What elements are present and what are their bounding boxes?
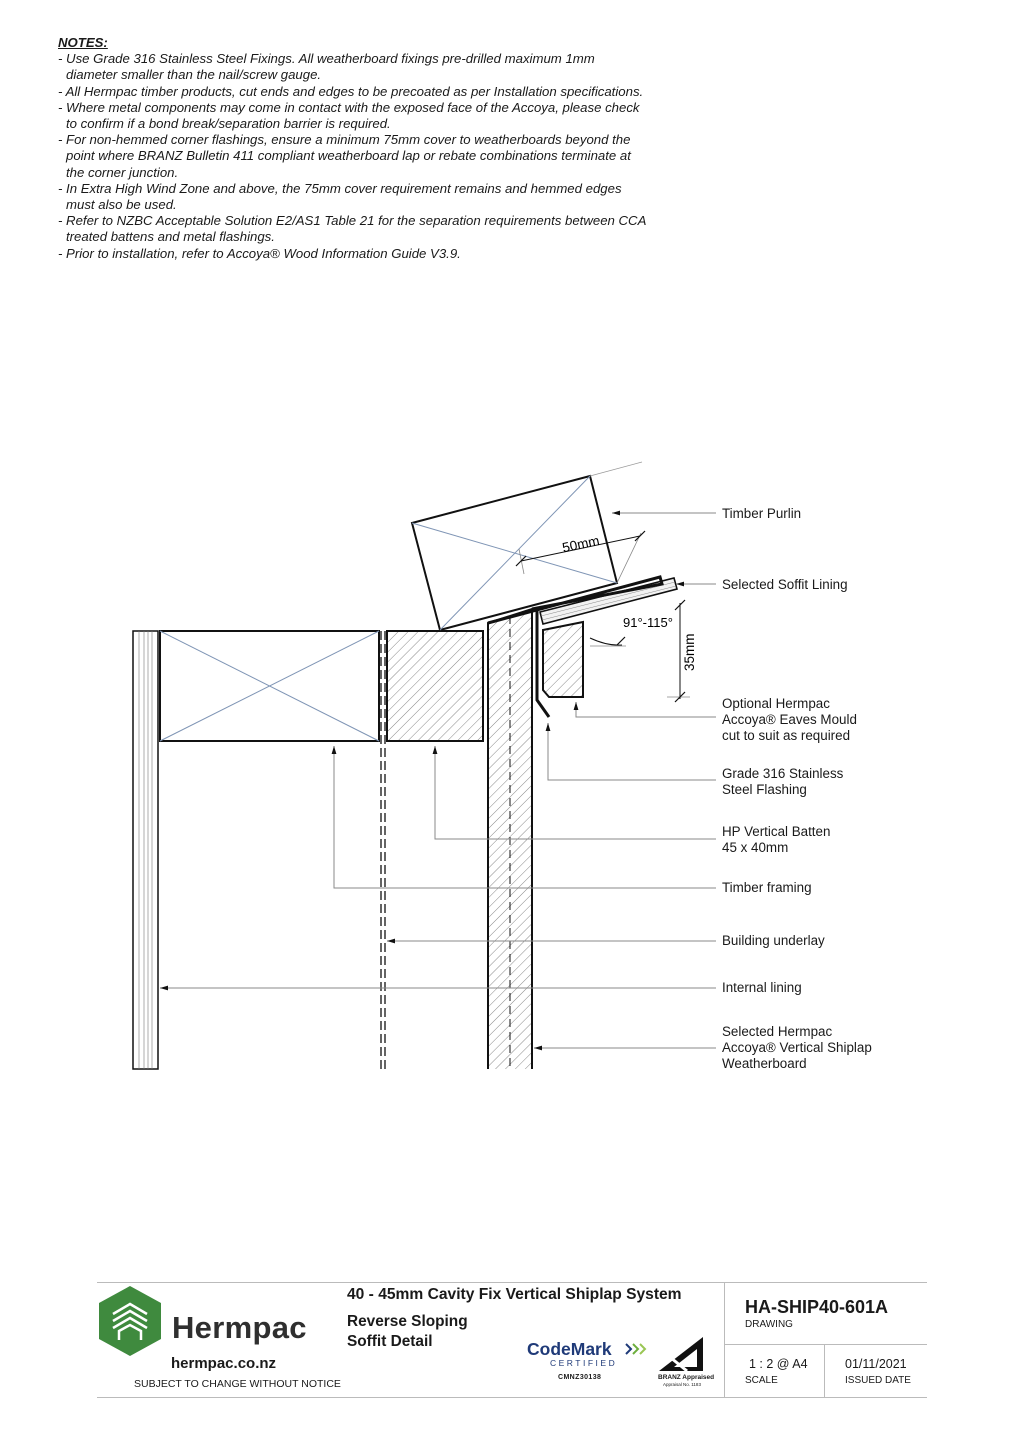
note-line: treated battens and metal flashings. (66, 229, 275, 245)
detail-title-line2: Soffit Detail (347, 1333, 433, 1350)
note-line: - Use Grade 316 Stainless Steel Fixings. All weatherboard fixings pre-drilled maximum 1mm (58, 51, 595, 67)
label-line: Optional Hermpac (722, 696, 830, 711)
label-batten (722, 824, 830, 856)
branz-appraised: BRANZ Appraised (658, 1374, 715, 1381)
branz-number: Appraisal No. 1183 (663, 1382, 701, 1387)
vertical-batten (387, 631, 483, 741)
divider (97, 1282, 927, 1283)
note-line: - All Hermpac timber products, cut ends and edges to be precoated as per Installation specifications. (58, 83, 644, 99)
label-underlay (722, 933, 825, 949)
label-line: Internal lining (722, 980, 802, 995)
note-line: to confirm if a bond break/separation barrier is required. (66, 116, 391, 132)
eaves-mould (543, 622, 583, 697)
label-line: Weatherboard (722, 1056, 807, 1071)
label-line: Building underlay (722, 933, 825, 948)
note-line: point where BRANZ Bulletin 411 compliant weatherboard lap or rebate combinations terminate at (66, 148, 631, 164)
label-line: cut to suit as required (722, 728, 851, 743)
label-eaves-mould (722, 696, 857, 744)
divider (724, 1282, 725, 1398)
divider (824, 1344, 825, 1398)
label-line: 45 x 40mm (722, 840, 789, 855)
label-line: Accoya® Eaves Mould (722, 712, 857, 727)
branz-logo-icon (659, 1335, 711, 1373)
divider (97, 1397, 927, 1398)
label-line: HP Vertical Batten (722, 824, 831, 839)
label-line: Steel Flashing (722, 782, 807, 797)
codemark-number: CMNZ30138 (558, 1374, 602, 1381)
dim-angle-label: 91°-115° (623, 615, 673, 630)
drawing-number: HA-SHIP40-601A (745, 1297, 889, 1317)
label-line: Grade 316 Stainless (722, 766, 844, 781)
note-line: - Refer to NZBC Acceptable Solution E2/AS1 Table 21 for the separation requirements between CCA (58, 213, 647, 229)
leader-flashing (548, 723, 716, 780)
codemark-chevron-icon (624, 1342, 648, 1356)
note-line: diameter smaller than the nail/screw gauge. (66, 67, 322, 83)
scale-label: SCALE (745, 1375, 778, 1386)
hermpac-logo-icon (97, 1284, 163, 1358)
detail-title-line1: Reverse Sloping (347, 1313, 468, 1330)
title-block (97, 1282, 927, 1398)
note-line: - In Extra High Wind Zone and above, the 75mm cover requirement remains and hemmed edges (58, 180, 622, 196)
codemark-certified: CERTIFIED (550, 1358, 618, 1368)
website: hermpac.co.nz (171, 1355, 277, 1372)
label-line: Selected Hermpac (722, 1024, 833, 1039)
issued-date-label: ISSUED DATE (845, 1375, 911, 1386)
note-line: the corner junction. (66, 164, 179, 180)
label-timber-purlin (722, 506, 801, 522)
dimension-angle (590, 615, 673, 646)
label-weatherboard (722, 1024, 872, 1072)
building-underlay (381, 631, 385, 1069)
dim-50mm-label: 50mm (560, 532, 601, 556)
timber-framing (160, 631, 379, 741)
notes-title: NOTES: (58, 35, 108, 50)
drawing-label: DRAWING (745, 1319, 793, 1330)
note-line: - For non-hemmed corner flashings, ensure a minimum 75mm cover to weatherboards beyond the (58, 132, 631, 148)
label-line: Selected Soffit Lining (722, 577, 848, 592)
label-flashing (722, 766, 843, 798)
leader-mould (576, 702, 716, 717)
label-line: Timber Purlin (722, 506, 802, 521)
label-line: Accoya® Vertical Shiplap (722, 1040, 872, 1055)
note-line: - Prior to installation, refer to Accoya® Wood Information Guide V3.9. (58, 245, 461, 261)
note-line: must also be used. (66, 197, 177, 213)
issued-date: 01/11/2021 (845, 1357, 907, 1371)
system-title: 40 - 45mm Cavity Fix Vertical Shiplap System (347, 1286, 682, 1303)
label-soffit-lining (722, 577, 848, 593)
label-framing (722, 880, 812, 896)
note-line: - Where metal components may come in contact with the exposed face of the Accoya, please check (58, 99, 640, 115)
scale-value: 1 : 2 @ A4 (749, 1357, 808, 1371)
label-lining (722, 980, 802, 996)
leader-batten (435, 746, 716, 839)
disclaimer: SUBJECT TO CHANGE WITHOUT NOTICE (134, 1378, 341, 1390)
codemark-logo: CodeMark (527, 1339, 612, 1359)
label-line: Timber framing (722, 880, 812, 895)
dim-35mm-label: 35mm (682, 633, 697, 671)
brand-name: Hermpac (172, 1310, 307, 1345)
internal-lining (133, 631, 158, 1069)
divider (724, 1344, 927, 1345)
